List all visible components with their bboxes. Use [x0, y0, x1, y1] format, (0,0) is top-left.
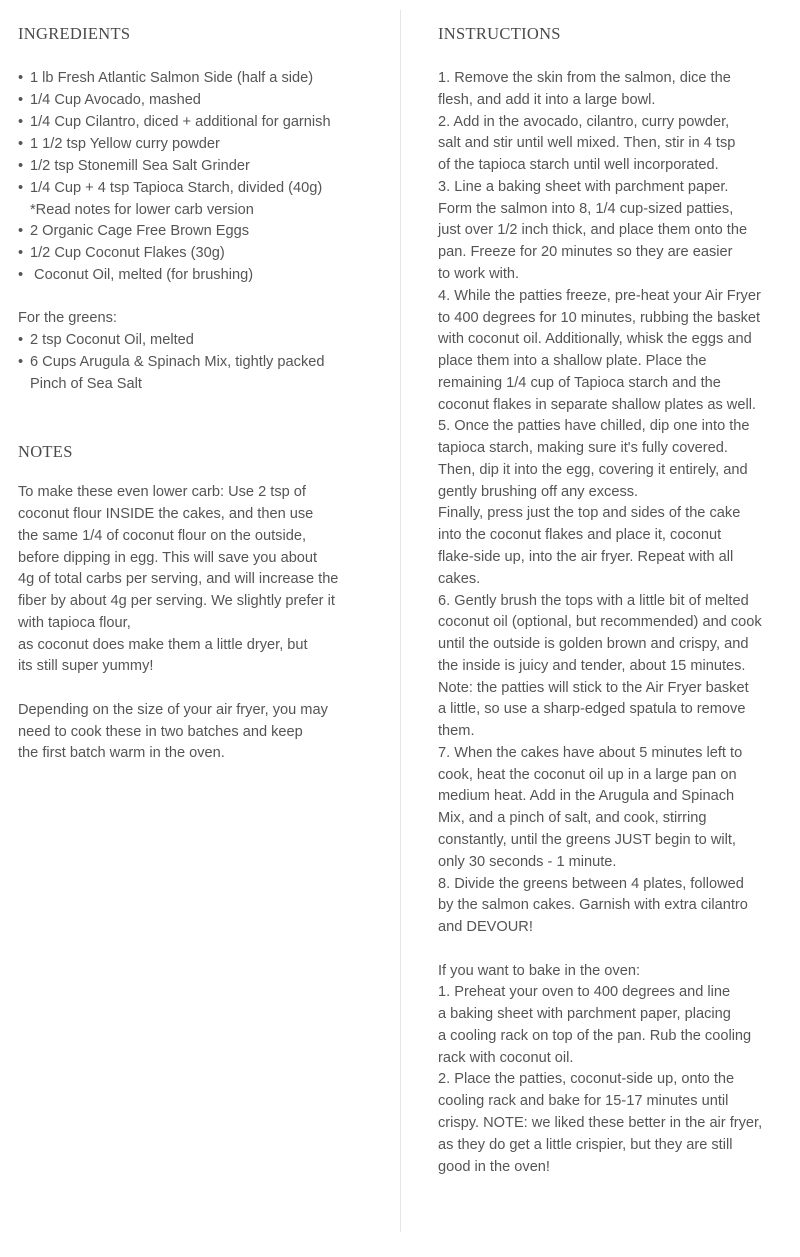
instruction-line: flake-side up, into the air fryer. Repeat with all	[438, 548, 734, 565]
instruction-line: only 30 seconds - 1 minute.	[438, 853, 617, 870]
notes-line: need to cook these in two batches and keep	[18, 724, 303, 740]
instruction-line: medium heat. Add in the Arugula and Spinach	[438, 788, 735, 805]
instruction-line: 3. Line a baking sheet with parchment paper.	[438, 178, 729, 195]
instruction-line: cook, heat the coconut oil up in a large pan on	[438, 766, 737, 783]
instruction-line: pan. Freeze for 20 minutes so they are easier	[438, 244, 733, 261]
instruction-line: until the outside is golden brown and crispy, and	[438, 636, 749, 652]
ingredients-heading: INGREDIENTS	[18, 24, 131, 43]
notes-line: its still super yummy!	[18, 658, 154, 674]
instruction-line: Then, dip it into the egg, covering it entirely, and	[438, 461, 748, 478]
instruction-line: crispy. NOTE: we liked these better in the air fryer,	[438, 1115, 763, 1131]
instruction-line: good in the oven!	[438, 1158, 550, 1175]
instruction-line: of the tapioca starch until well incorporated.	[438, 157, 719, 174]
instruction-line: with coconut oil. Additionally, whisk the eggs and	[438, 331, 752, 348]
instruction-line: to 400 degrees for 10 minutes, rubbing the basket	[438, 309, 761, 326]
instruction-line: 8. Divide the greens between 4 plates, followed	[438, 875, 744, 892]
notes-line: 4g of total carbs per serving, and will increase the	[18, 571, 339, 587]
instruction-line: them.	[438, 723, 475, 740]
instruction-line: Finally, press just the top and sides of the cake	[438, 505, 741, 522]
instruction-line: cakes.	[438, 570, 481, 587]
ingredient-item: • 1 lb Fresh Atlantic Salmon Side (half a side)	[18, 70, 314, 86]
instruction-line: rack with coconut oil.	[438, 1049, 574, 1066]
instruction-line: 4. While the patties freeze, pre-heat your Air Fryer	[438, 287, 761, 304]
ingredient-item: • 1 1/2 tsp Yellow curry powder	[18, 136, 220, 152]
notes-line: with tapioca flour,	[18, 615, 131, 631]
instruction-line: 2. Place the patties, coconut-side up, onto the	[438, 1071, 735, 1088]
instruction-line: Note: the patties will stick to the Air Fryer basket	[438, 679, 749, 696]
instruction-line: a cooling rack on top of the pan. Rub the cooling	[438, 1027, 752, 1044]
instruction-line: by the salmon cakes. Garnish with extra cilantro	[438, 897, 748, 914]
ingredient-item: • 1/4 Cup + 4 tsp Tapioca Starch, divided (40g)	[18, 180, 323, 196]
instruction-line: 1. Preheat your oven to 400 degrees and line	[438, 984, 731, 1001]
instruction-line: flesh, and add it into a large bowl.	[438, 91, 656, 108]
instructions-heading: INSTRUCTIONS	[438, 24, 561, 43]
instruction-line: a little, so use a sharp-edged spatula to remove	[438, 701, 746, 718]
instruction-line: coconut oil (optional, but recommended) and cook	[438, 614, 762, 631]
instruction-line: cooling rack and bake for 15-17 minutes until	[438, 1093, 729, 1110]
greens-item: Pinch of Sea Salt	[30, 376, 142, 392]
instruction-line: 1. Remove the skin from the salmon, dice the	[438, 70, 731, 86]
instruction-line: gently brushing off any excess.	[438, 483, 639, 500]
greens-label: For the greens:	[18, 310, 117, 326]
notes-line: the same 1/4 of coconut flour on the outside,	[18, 528, 307, 544]
instruction-line: the inside is juicy and tender, about 15 minutes.	[438, 657, 746, 674]
notes-line: fiber by about 4g per serving. We slightly prefer it	[18, 593, 335, 609]
instruction-line: constantly, until the greens JUST begin to wilt,	[438, 831, 736, 848]
instruction-line: 2. Add in the avocado, cilantro, curry powder,	[438, 113, 730, 130]
ingredient-item: • 1/4 Cup Avocado, mashed	[18, 92, 201, 108]
greens-item: • 6 Cups Arugula & Spinach Mix, tightly packed	[18, 354, 325, 370]
instruction-line: just over 1/2 inch thick, and place them onto the	[438, 222, 748, 239]
instruction-line: tapioca starch, making sure it's fully covered.	[438, 440, 728, 457]
instruction-line: 7. When the cakes have about 5 minutes left to	[438, 744, 743, 761]
notes-line: the first batch warm in the oven.	[18, 745, 225, 761]
notes-heading: NOTES	[18, 442, 73, 461]
instruction-line: a baking sheet with parchment paper, placing	[438, 1006, 731, 1023]
instruction-line: Form the salmon into 8, 1/4 cup-sized patties,	[438, 200, 734, 217]
instruction-line: Mix, and a pinch of salt, and cook, stirring	[438, 810, 707, 827]
instruction-line: 5. Once the patties have chilled, dip one into the	[438, 418, 750, 435]
instruction-line: place them into a shallow plate. Place the	[438, 353, 707, 369]
ingredient-item: • 2 Organic Cage Free Brown Eggs	[18, 223, 250, 239]
notes-line: To make these even lower carb: Use 2 tsp of	[18, 484, 306, 500]
greens-item: • 2 tsp Coconut Oil, melted	[18, 332, 194, 348]
ingredient-item: • 1/2 Cup Coconut Flakes (30g)	[18, 245, 225, 261]
notes-line: before dipping in egg. This will save you about	[18, 550, 318, 566]
ingredient-note: *Read notes for lower carb version	[30, 202, 254, 218]
instruction-line: to work with.	[438, 265, 520, 282]
instruction-line: coconut flakes in separate shallow plates as well.	[438, 396, 756, 413]
instruction-line: into the coconut flakes and place it, coconut	[438, 527, 722, 544]
instruction-line: 6. Gently brush the tops with a little bit of melted	[438, 592, 749, 609]
instruction-line: and DEVOUR!	[438, 919, 533, 935]
instruction-line: as they do get a little crispier, but they are still	[438, 1136, 733, 1153]
instruction-line: If you want to bake in the oven:	[438, 962, 641, 979]
column-divider	[400, 10, 401, 1232]
notes-line: Depending on the size of your air fryer, you may	[18, 702, 328, 718]
instruction-line: salt and stir until well mixed. Then, stir in 4 tsp	[438, 135, 736, 152]
notes-line: as coconut does make them a little dryer, but	[18, 637, 308, 653]
ingredient-item: • 1/2 tsp Stonemill Sea Salt Grinder	[18, 158, 250, 174]
notes-line: coconut flour INSIDE the cakes, and then use	[18, 506, 314, 522]
ingredient-item: • 1/4 Cup Cilantro, diced + additional for garnish	[18, 114, 331, 130]
ingredient-item: • Coconut Oil, melted (for brushing)	[18, 267, 254, 283]
instruction-line: remaining 1/4 cup of Tapioca starch and the	[438, 374, 721, 391]
